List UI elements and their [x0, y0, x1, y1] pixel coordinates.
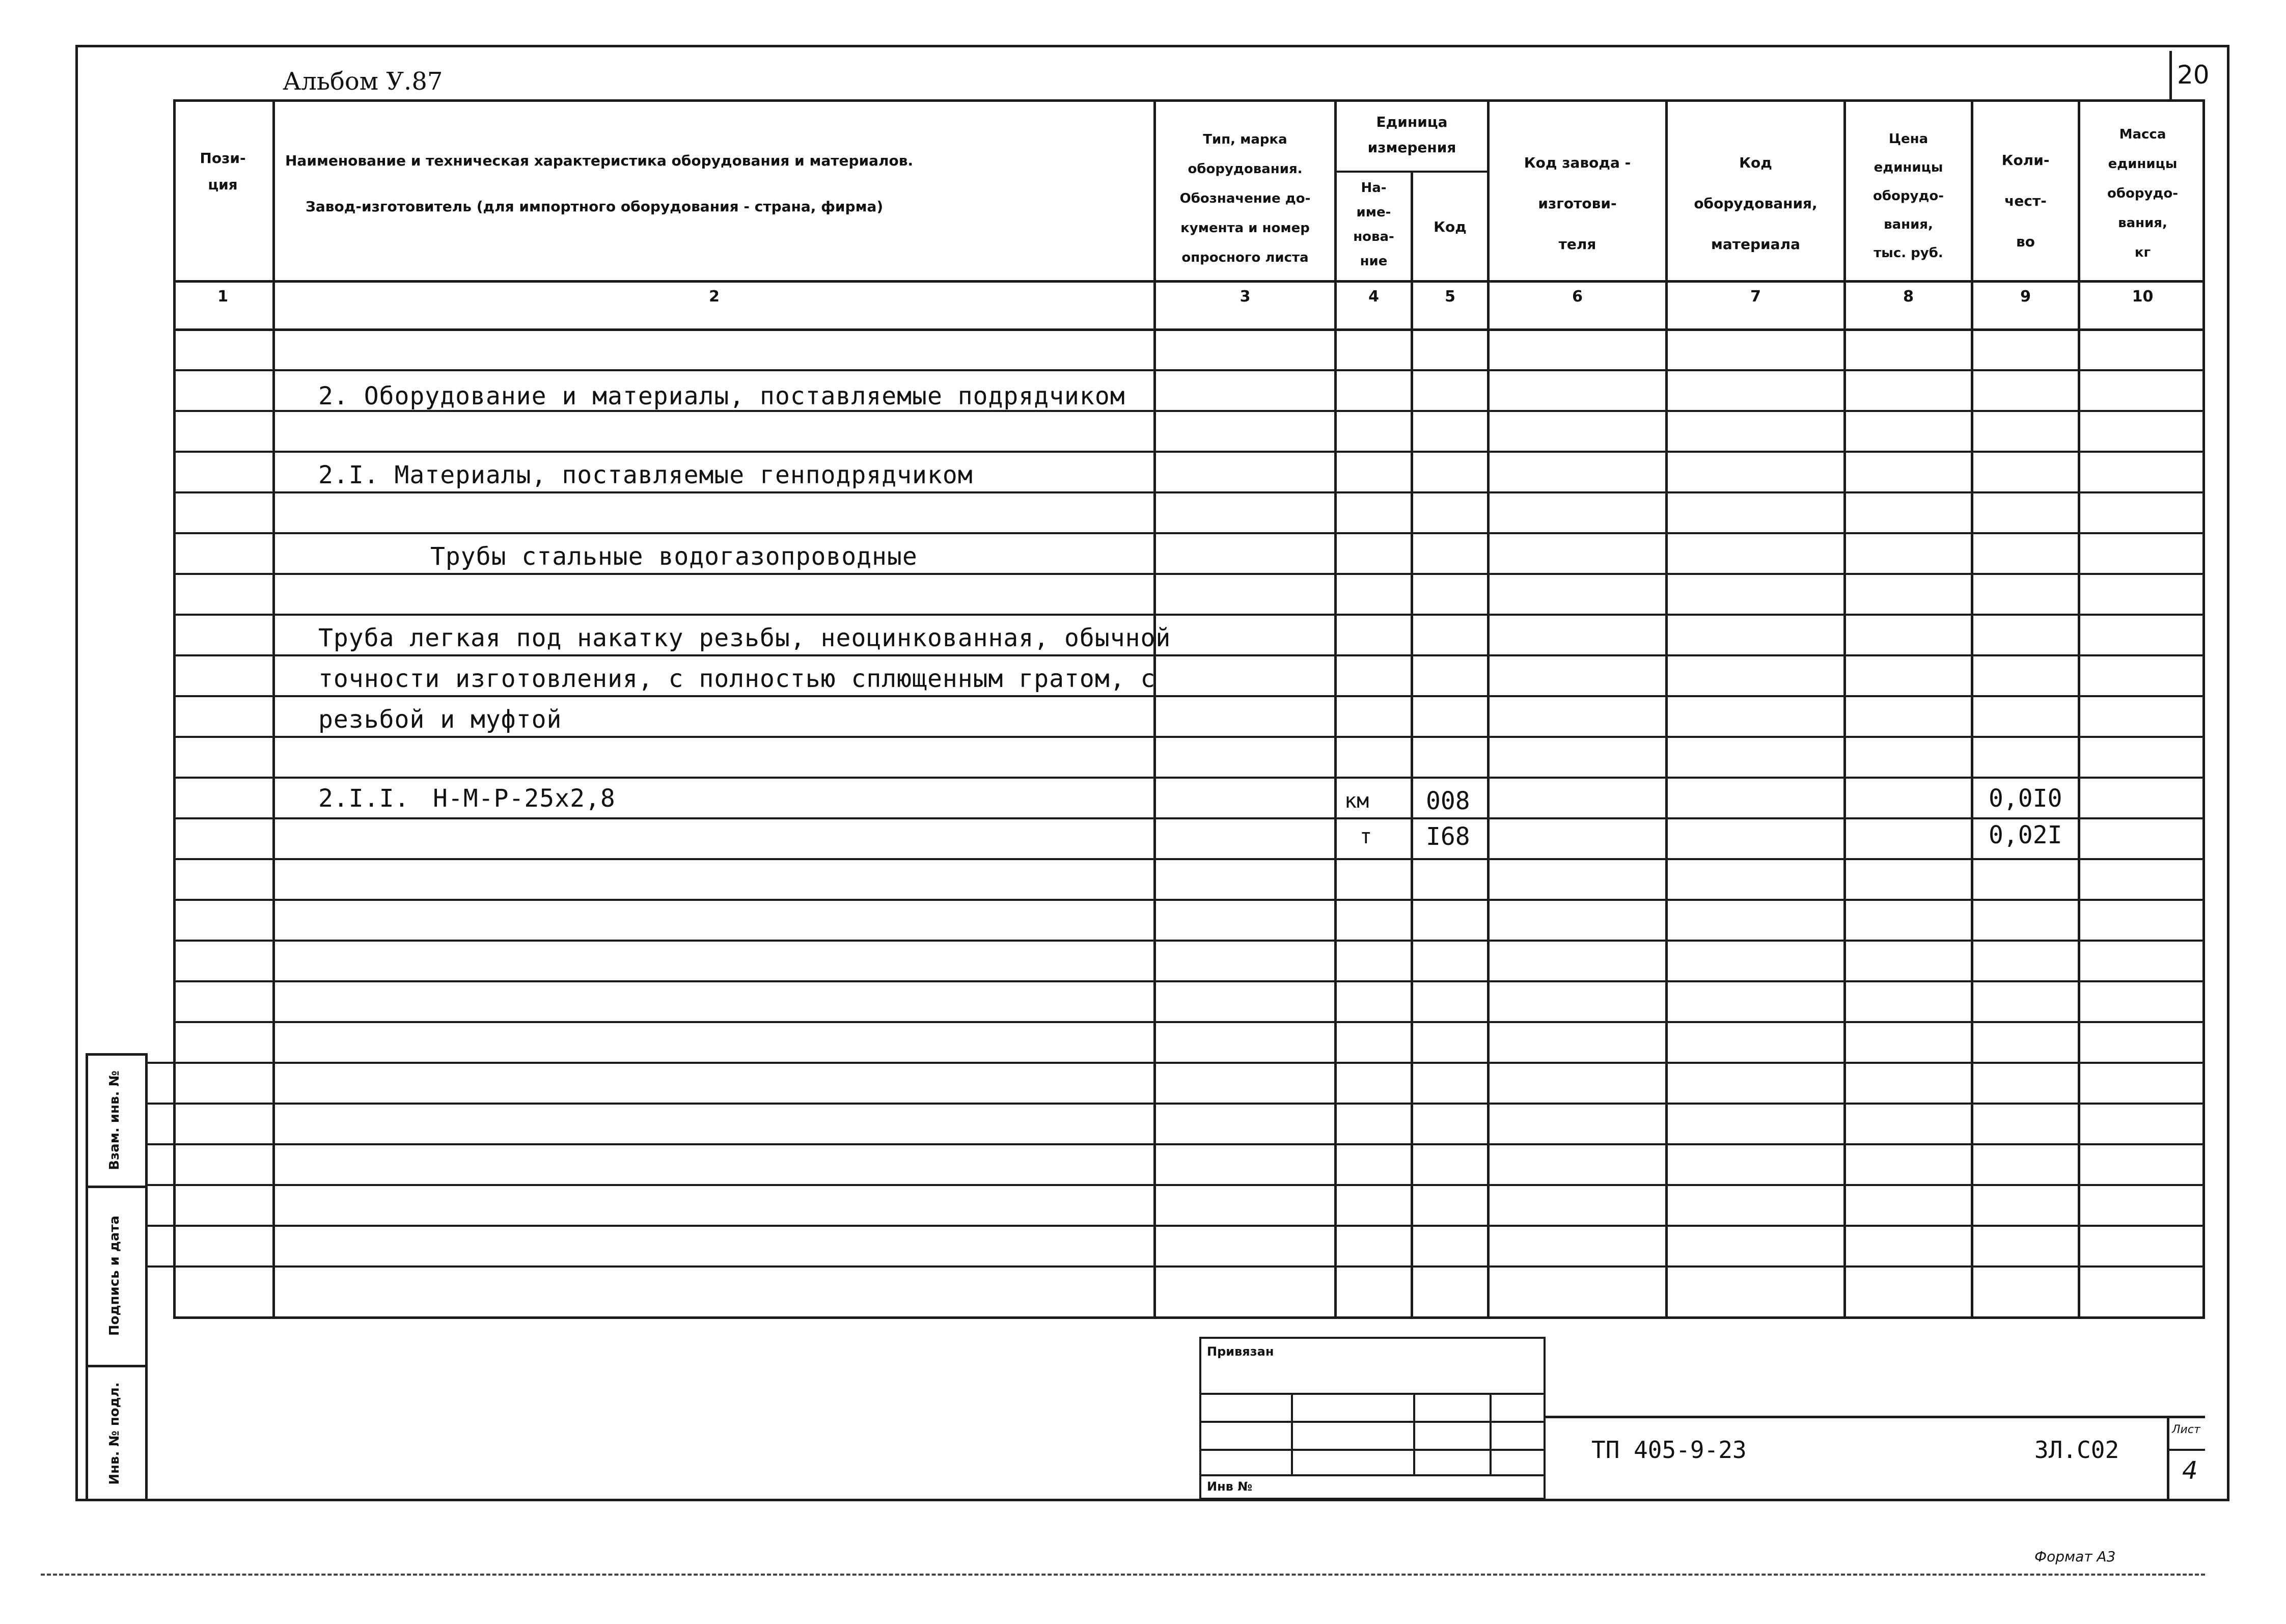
- list-value: 4: [2182, 1456, 2198, 1485]
- doc-code: ТП 405-9-23: [1591, 1436, 1747, 1464]
- item-qty-1: 0,0I0: [1989, 784, 2062, 813]
- row-line: [173, 899, 2205, 901]
- row-line: [173, 940, 2205, 942]
- list-label: Лист: [2172, 1423, 2200, 1436]
- row-line: [173, 777, 2205, 779]
- stamp-list-divider: [2167, 1416, 2169, 1500]
- row-line: [148, 1143, 2205, 1145]
- row-line: [173, 1021, 2205, 1023]
- col-line-7: [1843, 99, 1846, 1319]
- row-line: [173, 817, 2205, 819]
- header-factory-code: Код завода - изготови- теля: [1524, 154, 1631, 253]
- row-line: [173, 736, 2205, 738]
- row-line: [173, 858, 2205, 860]
- colnum-5: 5: [1445, 288, 1455, 306]
- row-line: [173, 532, 2205, 534]
- desc-line-3: резьбой и муфтой: [318, 705, 562, 734]
- row-line: [173, 980, 2205, 982]
- header-price: Цена единицы оборудо- вания, тыс. руб.: [1872, 131, 1944, 261]
- col-line-3: [1334, 99, 1337, 1319]
- row-line: [173, 573, 2205, 575]
- header-position: Пози- ция: [200, 150, 246, 193]
- row-line: [173, 369, 2205, 371]
- header-unit: Единица измерения: [1367, 114, 1456, 156]
- page-number: 20: [2177, 60, 2210, 90]
- colnum-bottom-line: [173, 328, 2205, 331]
- col-line-1: [272, 99, 275, 1319]
- header-name-line2: Завод-изготовитель (для импортного оборудования - страна, фирма): [306, 198, 884, 215]
- item-code-1: 008: [1426, 787, 1470, 815]
- colnum-6: 6: [1572, 288, 1583, 306]
- album-label: Альбом У.87: [283, 67, 443, 96]
- row-line: [173, 614, 2205, 616]
- col-line-2: [1153, 99, 1156, 1319]
- privyazan-line-1: [1199, 1393, 1546, 1395]
- privyazan-label: Привязан: [1207, 1344, 1274, 1359]
- col-line-9: [2078, 99, 2080, 1319]
- header-unit-code: Код: [1434, 218, 1467, 235]
- header-type: Тип, марка оборудования. Обозначение до- кумента и номер опросного листа: [1179, 132, 1311, 265]
- item-unit-2: т: [1360, 825, 1372, 848]
- colnum-4: 4: [1368, 288, 1379, 306]
- item-unit-1: км: [1344, 789, 1369, 813]
- item-qty-2: 0,02I: [1989, 821, 2062, 849]
- colnum-2: 2: [709, 288, 720, 306]
- colnum-8: 8: [1903, 288, 1914, 306]
- header-quantity: Коли- чест- во: [2001, 152, 2050, 250]
- privyazan-line-3: [1199, 1449, 1546, 1451]
- stamp-list-split: [2167, 1449, 2205, 1451]
- header-mass: Масса единицы оборудо- вания, кг: [2107, 127, 2179, 260]
- colnum-7: 7: [1750, 288, 1761, 306]
- group-title: Трубы стальные водогазопроводные: [430, 542, 918, 571]
- stamp-top-line: [1546, 1416, 2205, 1418]
- desc-line-1: Труба легкая под накатку резьбы, неоцинкованная, обычной: [318, 624, 1171, 652]
- privyazan-col-1: [1291, 1393, 1293, 1474]
- header-bottom-line: [173, 280, 2205, 283]
- side-label-podpis: Подпись и дата: [107, 1215, 122, 1336]
- colnum-3: 3: [1240, 288, 1251, 306]
- colnum-10: 10: [2132, 288, 2154, 306]
- row-line: [148, 1225, 2205, 1227]
- privyazan-line-2: [1199, 1421, 1546, 1423]
- row-line: [173, 695, 2205, 697]
- col-line-4: [1411, 171, 1413, 1319]
- side-label-inv: Инв. № подл.: [107, 1382, 122, 1485]
- row-line: [148, 1062, 2205, 1064]
- desc-line-2: точности изготовления, с полностью сплющенным гратом, с: [318, 665, 1156, 693]
- header-unit-name: На- име- нова- ние: [1353, 180, 1394, 269]
- page-number-divider: [2169, 51, 2172, 102]
- privyazan-line-4: [1199, 1474, 1546, 1476]
- row-line: [148, 1103, 2205, 1105]
- section-2-title: 2. Оборудование и материалы, поставляемые подрядчиком: [318, 382, 1125, 410]
- header-equipment-code: Код оборудования, материала: [1694, 154, 1817, 253]
- item-code-2: I68: [1426, 822, 1470, 851]
- colnum-1: 1: [217, 288, 228, 306]
- col-line-6: [1665, 99, 1668, 1319]
- privyazan-col-2: [1413, 1393, 1415, 1474]
- item-name: Н-М-Р-25х2,8: [433, 784, 616, 813]
- header-name-line1: Наименование и техническая характеристика оборудования и материалов.: [285, 152, 914, 169]
- inv-no-label: Инв №: [1207, 1479, 1253, 1494]
- row-line: [173, 491, 2205, 493]
- row-line: [173, 451, 2205, 453]
- trim-line: [41, 1574, 2205, 1576]
- sheet-code: 3Л.С02: [2034, 1436, 2119, 1464]
- row-line: [148, 1184, 2205, 1186]
- row-line: [148, 1265, 2205, 1268]
- section-2-1-title: 2.I. Материалы, поставляемые генподрядчиком: [318, 461, 973, 489]
- side-label-vzam: Взам. инв. №: [107, 1070, 122, 1170]
- item-position: 2.I.I.: [318, 784, 410, 813]
- row-line: [173, 654, 2205, 656]
- col-line-5: [1487, 99, 1490, 1319]
- privyazan-col-3: [1490, 1393, 1492, 1474]
- colnum-9: 9: [2020, 288, 2031, 306]
- col-line-8: [1971, 99, 1973, 1319]
- format-label: Формат А3: [2034, 1548, 2116, 1565]
